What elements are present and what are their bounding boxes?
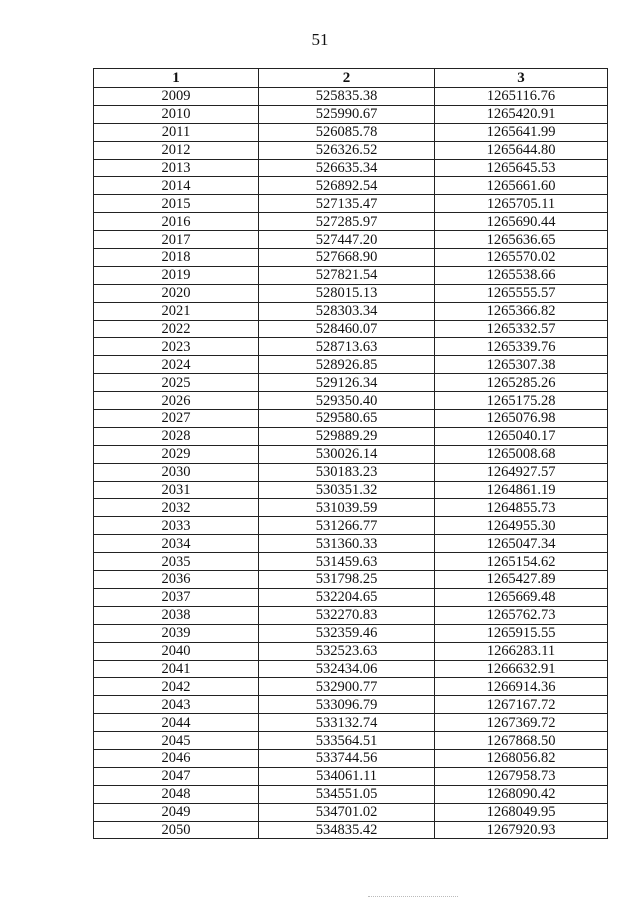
- cell-x-coordinate: 525990.67: [259, 105, 435, 123]
- cell-y-coordinate: 1265644.80: [435, 141, 608, 159]
- cell-point-number: 2034: [94, 535, 259, 553]
- table-row: [94, 606, 608, 624]
- cell-y-coordinate: 1264927.57: [435, 463, 608, 481]
- cell-point-number: 2048: [94, 785, 259, 803]
- cell-y-coordinate: 1265555.57: [435, 284, 608, 302]
- cell-point-number: 2011: [94, 123, 259, 141]
- table-row: [94, 481, 608, 499]
- cell-y-coordinate: 1268056.82: [435, 749, 608, 767]
- cell-y-coordinate: 1266283.11: [435, 642, 608, 660]
- cell-point-number: 2033: [94, 517, 259, 535]
- cell-point-number: 2042: [94, 678, 259, 696]
- cell-y-coordinate: 1267167.72: [435, 696, 608, 714]
- cell-y-coordinate: 1265420.91: [435, 105, 608, 123]
- cell-point-number: 2018: [94, 249, 259, 267]
- page-number: 51: [311, 30, 329, 49]
- cell-x-coordinate: 528926.85: [259, 356, 435, 374]
- column-header-x-coordinate: 2: [259, 69, 435, 88]
- table-row: [94, 195, 608, 213]
- cell-point-number: 2014: [94, 177, 259, 195]
- cell-x-coordinate: 526635.34: [259, 159, 435, 177]
- table-row: [94, 302, 608, 320]
- cell-y-coordinate: 1265175.28: [435, 392, 608, 410]
- table-row: [94, 624, 608, 642]
- cell-point-number: 2017: [94, 231, 259, 249]
- cell-y-coordinate: 1268090.42: [435, 785, 608, 803]
- table-row: [94, 356, 608, 374]
- table-row: [94, 392, 608, 410]
- cell-x-coordinate: 528015.13: [259, 284, 435, 302]
- cell-x-coordinate: 533096.79: [259, 696, 435, 714]
- cell-point-number: 2036: [94, 571, 259, 589]
- cell-y-coordinate: 1267868.50: [435, 732, 608, 750]
- cell-y-coordinate: 1265116.76: [435, 88, 608, 106]
- cell-x-coordinate: 527821.54: [259, 266, 435, 284]
- cell-y-coordinate: 1266914.36: [435, 678, 608, 696]
- cell-x-coordinate: 531039.59: [259, 499, 435, 517]
- cell-point-number: 2016: [94, 213, 259, 231]
- cell-point-number: 2037: [94, 588, 259, 606]
- table-row: [94, 749, 608, 767]
- cell-point-number: 2023: [94, 338, 259, 356]
- cell-y-coordinate: 1265641.99: [435, 123, 608, 141]
- cell-x-coordinate: 531798.25: [259, 571, 435, 589]
- cell-y-coordinate: 1265915.55: [435, 624, 608, 642]
- cell-x-coordinate: 534701.02: [259, 803, 435, 821]
- cell-y-coordinate: 1266632.91: [435, 660, 608, 678]
- cell-y-coordinate: 1265645.53: [435, 159, 608, 177]
- cell-x-coordinate: 533564.51: [259, 732, 435, 750]
- table-row: [94, 463, 608, 481]
- cell-point-number: 2022: [94, 320, 259, 338]
- table-row: [94, 159, 608, 177]
- cell-point-number: 2015: [94, 195, 259, 213]
- cell-point-number: 2043: [94, 696, 259, 714]
- table-row: [94, 499, 608, 517]
- cell-y-coordinate: 1265332.57: [435, 320, 608, 338]
- table-row: [94, 714, 608, 732]
- cell-y-coordinate: 1265076.98: [435, 410, 608, 428]
- table-row: [94, 374, 608, 392]
- cell-y-coordinate: 1265047.34: [435, 535, 608, 553]
- cell-y-coordinate: 1265339.76: [435, 338, 608, 356]
- cell-x-coordinate: 531266.77: [259, 517, 435, 535]
- table-row: [94, 517, 608, 535]
- cell-point-number: 2029: [94, 445, 259, 463]
- cell-y-coordinate: 1265154.62: [435, 553, 608, 571]
- cell-point-number: 2032: [94, 499, 259, 517]
- cell-x-coordinate: 533132.74: [259, 714, 435, 732]
- cell-point-number: 2047: [94, 767, 259, 785]
- table-row: [94, 588, 608, 606]
- cell-x-coordinate: 531360.33: [259, 535, 435, 553]
- table-row: [94, 427, 608, 445]
- header-row: [94, 69, 608, 88]
- table-row: [94, 338, 608, 356]
- cell-x-coordinate: 527135.47: [259, 195, 435, 213]
- cell-point-number: 2041: [94, 660, 259, 678]
- cell-x-coordinate: 534061.11: [259, 767, 435, 785]
- table-row: [94, 123, 608, 141]
- table-row: [94, 141, 608, 159]
- cell-x-coordinate: 528303.34: [259, 302, 435, 320]
- cell-x-coordinate: 527447.20: [259, 231, 435, 249]
- table-row: [94, 803, 608, 821]
- cell-point-number: 2046: [94, 749, 259, 767]
- column-header-y-coordinate: 3: [435, 69, 608, 88]
- cell-x-coordinate: 531459.63: [259, 553, 435, 571]
- table-row: [94, 320, 608, 338]
- cell-point-number: 2028: [94, 427, 259, 445]
- cell-y-coordinate: 1264855.73: [435, 499, 608, 517]
- cell-x-coordinate: 534835.42: [259, 821, 435, 839]
- table-row: [94, 696, 608, 714]
- column-header-point-number: 1: [94, 69, 259, 88]
- table-row: [94, 785, 608, 803]
- cell-y-coordinate: 1265538.66: [435, 266, 608, 284]
- table-row: [94, 571, 608, 589]
- table-row: [94, 821, 608, 839]
- cell-x-coordinate: 529350.40: [259, 392, 435, 410]
- cell-x-coordinate: 526326.52: [259, 141, 435, 159]
- cell-x-coordinate: 534551.05: [259, 785, 435, 803]
- cell-y-coordinate: 1267958.73: [435, 767, 608, 785]
- cell-point-number: 2045: [94, 732, 259, 750]
- cell-y-coordinate: 1265008.68: [435, 445, 608, 463]
- table-row: [94, 88, 608, 106]
- cell-x-coordinate: 532434.06: [259, 660, 435, 678]
- table-row: [94, 660, 608, 678]
- cell-y-coordinate: 1265285.26: [435, 374, 608, 392]
- cell-x-coordinate: 527285.97: [259, 213, 435, 231]
- cell-point-number: 2031: [94, 481, 259, 499]
- coordinates-table: [93, 68, 608, 839]
- cell-x-coordinate: 527668.90: [259, 249, 435, 267]
- cell-x-coordinate: 530026.14: [259, 445, 435, 463]
- scan-artifact-line: [368, 896, 458, 897]
- cell-x-coordinate: 528713.63: [259, 338, 435, 356]
- cell-point-number: 2021: [94, 302, 259, 320]
- cell-x-coordinate: 526892.54: [259, 177, 435, 195]
- cell-point-number: 2020: [94, 284, 259, 302]
- cell-x-coordinate: 526085.78: [259, 123, 435, 141]
- cell-x-coordinate: 532270.83: [259, 606, 435, 624]
- cell-point-number: 2013: [94, 159, 259, 177]
- table-row: [94, 767, 608, 785]
- cell-point-number: 2039: [94, 624, 259, 642]
- table-row: [94, 105, 608, 123]
- cell-point-number: 2035: [94, 553, 259, 571]
- cell-x-coordinate: 528460.07: [259, 320, 435, 338]
- table-row: [94, 410, 608, 428]
- cell-y-coordinate: 1265570.02: [435, 249, 608, 267]
- cell-point-number: 2050: [94, 821, 259, 839]
- table-row: [94, 177, 608, 195]
- cell-y-coordinate: 1265636.65: [435, 231, 608, 249]
- cell-point-number: 2027: [94, 410, 259, 428]
- cell-point-number: 2026: [94, 392, 259, 410]
- cell-x-coordinate: 532523.63: [259, 642, 435, 660]
- cell-x-coordinate: 533744.56: [259, 749, 435, 767]
- table-row: [94, 732, 608, 750]
- cell-y-coordinate: 1265661.60: [435, 177, 608, 195]
- cell-x-coordinate: 529126.34: [259, 374, 435, 392]
- table-row: [94, 553, 608, 571]
- cell-x-coordinate: 530183.23: [259, 463, 435, 481]
- table-row: [94, 445, 608, 463]
- cell-point-number: 2009: [94, 88, 259, 106]
- cell-y-coordinate: 1265040.17: [435, 427, 608, 445]
- cell-y-coordinate: 1265307.38: [435, 356, 608, 374]
- table-row: [94, 249, 608, 267]
- cell-y-coordinate: 1265366.82: [435, 302, 608, 320]
- cell-x-coordinate: 529889.29: [259, 427, 435, 445]
- table-body: [94, 88, 608, 839]
- cell-point-number: 2019: [94, 266, 259, 284]
- cell-point-number: 2012: [94, 141, 259, 159]
- cell-x-coordinate: 532359.46: [259, 624, 435, 642]
- cell-y-coordinate: 1264955.30: [435, 517, 608, 535]
- table-header: [94, 69, 608, 88]
- cell-point-number: 2030: [94, 463, 259, 481]
- cell-point-number: 2025: [94, 374, 259, 392]
- cell-y-coordinate: 1265427.89: [435, 571, 608, 589]
- table-row: [94, 266, 608, 284]
- cell-point-number: 2024: [94, 356, 259, 374]
- cell-y-coordinate: 1265669.48: [435, 588, 608, 606]
- cell-x-coordinate: 532204.65: [259, 588, 435, 606]
- cell-point-number: 2049: [94, 803, 259, 821]
- cell-y-coordinate: 1267369.72: [435, 714, 608, 732]
- cell-x-coordinate: 525835.38: [259, 88, 435, 106]
- cell-point-number: 2010: [94, 105, 259, 123]
- cell-x-coordinate: 530351.32: [259, 481, 435, 499]
- cell-point-number: 2040: [94, 642, 259, 660]
- cell-x-coordinate: 532900.77: [259, 678, 435, 696]
- table-row: [94, 535, 608, 553]
- table-row: [94, 284, 608, 302]
- table-row: [94, 642, 608, 660]
- cell-x-coordinate: 529580.65: [259, 410, 435, 428]
- cell-y-coordinate: 1265705.11: [435, 195, 608, 213]
- table-row: [94, 213, 608, 231]
- cell-y-coordinate: 1267920.93: [435, 821, 608, 839]
- cell-point-number: 2038: [94, 606, 259, 624]
- cell-y-coordinate: 1265762.73: [435, 606, 608, 624]
- cell-y-coordinate: 1264861.19: [435, 481, 608, 499]
- cell-point-number: 2044: [94, 714, 259, 732]
- table-row: [94, 231, 608, 249]
- cell-y-coordinate: 1265690.44: [435, 213, 608, 231]
- cell-y-coordinate: 1268049.95: [435, 803, 608, 821]
- table-row: [94, 678, 608, 696]
